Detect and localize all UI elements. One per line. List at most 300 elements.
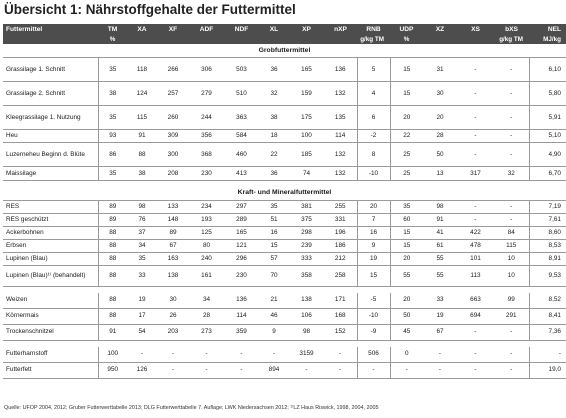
row-label: Erbsen xyxy=(3,239,98,252)
table-cell: -2 xyxy=(357,130,390,143)
page-title: Übersicht 1: Nährstoffgehalte der Futtermittel xyxy=(4,2,296,17)
table-cell: 125 xyxy=(189,226,224,239)
source-note: Quelle: UFOP 2004, 2012; Gruber Futterwerttabelle 2013; DLG Futterwerttabelle 7. Auflage; LWK Niedersachsen 2012; ¹⁾LZ Haus Riswick, 1998, 2004, 2005 xyxy=(4,405,379,411)
table-cell: 89 xyxy=(98,213,127,226)
table-cell: 306 xyxy=(189,58,224,82)
table-cell: 16 xyxy=(357,226,390,239)
table-cell: 113 xyxy=(457,265,494,286)
table-cell: 375 xyxy=(289,213,324,226)
table-cell: 9 xyxy=(259,324,289,340)
table-cell: 30 xyxy=(157,293,189,309)
table-cell: 88 xyxy=(127,143,157,167)
table-cell: 34 xyxy=(127,239,157,252)
table-cell: 98 xyxy=(289,324,324,340)
table-row xyxy=(3,252,566,265)
table-cell: 86 xyxy=(98,143,127,167)
row-label: Futterharnstoff xyxy=(3,347,98,363)
table-cell: 54 xyxy=(127,324,157,340)
table-cell: 88 xyxy=(98,226,127,239)
table-cell: 331 xyxy=(324,213,357,226)
table-cell: 35 xyxy=(259,200,289,213)
header-adf: ADF xyxy=(189,24,224,35)
table-cell: 356 xyxy=(189,130,224,143)
table-cell: 88 xyxy=(98,239,127,252)
table-cell: 74 xyxy=(289,167,324,181)
table-cell: 20 xyxy=(390,293,423,309)
table-row xyxy=(3,58,566,82)
header-row xyxy=(3,24,566,35)
row-label: Ackerbohnen xyxy=(3,226,98,239)
table-cell: 255 xyxy=(324,200,357,213)
table-cell: - xyxy=(259,347,289,363)
row-label: Lupinen (Blau)¹⁾ (behandelt) xyxy=(3,265,98,286)
table-cell: 133 xyxy=(157,200,189,213)
table-cell: 21 xyxy=(259,293,289,309)
table-cell: 168 xyxy=(324,308,357,324)
table-row xyxy=(3,239,566,252)
table-cell: 0 xyxy=(390,347,423,363)
table-cell: 121 xyxy=(224,239,259,252)
table-cell: 260 xyxy=(157,106,189,130)
table-cell: 35 xyxy=(98,58,127,82)
table-cell: 7,36 xyxy=(529,324,566,340)
table-cell: - xyxy=(457,143,494,167)
table-cell: 35 xyxy=(98,106,127,130)
table-cell: - xyxy=(289,362,324,378)
table-cell: 67 xyxy=(157,239,189,252)
table-cell: 7,19 xyxy=(529,200,566,213)
table-cell: 10 xyxy=(494,252,529,265)
table-cell: 89 xyxy=(98,200,127,213)
table-cell: 26 xyxy=(157,308,189,324)
table-cell: 359 xyxy=(224,324,259,340)
table-cell: 19 xyxy=(357,252,390,265)
table-cell: 35 xyxy=(127,252,157,265)
header-futtermittel: Futtermittel xyxy=(3,24,98,35)
row-label: Weizen xyxy=(3,293,98,309)
table-cell: 4 xyxy=(357,82,390,106)
table-cell: 46 xyxy=(259,308,289,324)
table-cell: 67 xyxy=(423,324,457,340)
table-cell: - xyxy=(224,347,259,363)
row-label: Trockenschnitzel xyxy=(3,324,98,340)
table-cell: 34 xyxy=(189,293,224,309)
table-row xyxy=(3,200,566,213)
table-cell: 279 xyxy=(189,82,224,106)
table-cell: 6 xyxy=(357,106,390,130)
table-cell: 88 xyxy=(98,252,127,265)
table-cell: 289 xyxy=(224,213,259,226)
unit-nel: MJ/kg xyxy=(529,35,566,44)
table-cell: - xyxy=(157,347,189,363)
table-cell: 20 xyxy=(390,106,423,130)
table-cell: 89 xyxy=(157,226,189,239)
table-row xyxy=(3,82,566,106)
table-cell: - xyxy=(324,347,357,363)
table-cell: 76 xyxy=(127,213,157,226)
table-cell: 132 xyxy=(324,82,357,106)
table-cell: 106 xyxy=(289,308,324,324)
table-cell: -10 xyxy=(357,308,390,324)
table-cell: - xyxy=(457,58,494,82)
table-cell: 91 xyxy=(127,130,157,143)
table-cell: 333 xyxy=(289,252,324,265)
table-cell: 7 xyxy=(357,213,390,226)
header-xp: XP xyxy=(289,24,324,35)
table-cell: 8 xyxy=(357,143,390,167)
table-cell: 114 xyxy=(324,130,357,143)
table-cell: 363 xyxy=(224,106,259,130)
table-cell: 694 xyxy=(457,308,494,324)
table-cell: 17 xyxy=(127,308,157,324)
table-row xyxy=(3,106,566,130)
table-cell: 8,53 xyxy=(529,239,566,252)
table-cell: 6,70 xyxy=(529,167,566,181)
table-cell: 15 xyxy=(390,82,423,106)
table-cell: 55 xyxy=(390,265,423,286)
table-cell: - xyxy=(494,143,529,167)
table-cell: 8,52 xyxy=(529,293,566,309)
header-xl: XL xyxy=(259,24,289,35)
table-cell: 38 xyxy=(127,167,157,181)
table-cell: 9,53 xyxy=(529,265,566,286)
table-cell: 230 xyxy=(189,167,224,181)
table-cell: 161 xyxy=(189,265,224,286)
table-row xyxy=(3,130,566,143)
table-cell: 208 xyxy=(157,167,189,181)
table-cell: - xyxy=(494,82,529,106)
table-cell: 230 xyxy=(224,265,259,286)
table-cell: 88 xyxy=(98,308,127,324)
table-cell: 101 xyxy=(457,252,494,265)
table-cell: 80 xyxy=(189,239,224,252)
table-cell: 132 xyxy=(324,143,357,167)
section-heading-row xyxy=(3,44,566,58)
table-cell: 296 xyxy=(224,252,259,265)
table-cell: 70 xyxy=(259,265,289,286)
table-cell: - xyxy=(494,58,529,82)
table-row xyxy=(3,143,566,167)
table-cell: 61 xyxy=(423,239,457,252)
table-cell: 413 xyxy=(224,167,259,181)
header-nel: NEL xyxy=(529,24,566,35)
section-heading: Grobfuttermittel xyxy=(3,44,566,58)
header-xs: XS xyxy=(457,24,494,35)
table-cell: 50 xyxy=(423,143,457,167)
table-cell: 19,0 xyxy=(529,362,566,378)
table-cell: 31 xyxy=(423,58,457,82)
table-cell: 15 xyxy=(390,58,423,82)
table-cell: 171 xyxy=(324,293,357,309)
header-xz: XZ xyxy=(423,24,457,35)
table-cell: 16 xyxy=(259,226,289,239)
table-cell: 20 xyxy=(390,252,423,265)
table-cell: 98 xyxy=(423,200,457,213)
table-cell: 300 xyxy=(157,143,189,167)
table-cell: 15 xyxy=(357,265,390,286)
table-cell: 4,90 xyxy=(529,143,566,167)
table-cell: - xyxy=(457,362,494,378)
table-cell: 163 xyxy=(157,252,189,265)
table-cell: 45 xyxy=(390,324,423,340)
table-cell: 115 xyxy=(494,239,529,252)
table-cell: - xyxy=(494,130,529,143)
table-cell: 257 xyxy=(157,82,189,106)
table-row xyxy=(3,324,566,340)
table-cell: - xyxy=(357,362,390,378)
table-cell: 258 xyxy=(324,265,357,286)
table-cell: 8,91 xyxy=(529,252,566,265)
unit-group2: g/kg TM xyxy=(423,35,529,44)
table-cell: 193 xyxy=(189,213,224,226)
table-cell: 152 xyxy=(324,324,357,340)
table-cell: 19 xyxy=(423,308,457,324)
header-rnb: RNB xyxy=(357,24,390,35)
header-udp: UDP xyxy=(390,24,423,35)
table-cell: 422 xyxy=(457,226,494,239)
row-label: Grassilage 1. Schnitt xyxy=(3,58,98,82)
table-cell: 88 xyxy=(98,265,127,286)
row-label: RES geschützt xyxy=(3,213,98,226)
table-cell: 297 xyxy=(224,200,259,213)
table-cell: - xyxy=(494,213,529,226)
table-cell: - xyxy=(423,362,457,378)
table-cell: 175 xyxy=(289,106,324,130)
table-cell: 503 xyxy=(224,58,259,82)
row-label: RES xyxy=(3,200,98,213)
table-cell: 18 xyxy=(259,130,289,143)
table-cell: 291 xyxy=(494,308,529,324)
table-cell: - xyxy=(157,362,189,378)
table-cell: 28 xyxy=(423,130,457,143)
row-label: Luzerneheu Beginn d. Blüte xyxy=(3,143,98,167)
table-cell: - xyxy=(457,200,494,213)
table-cell: 55 xyxy=(423,265,457,286)
table-row xyxy=(3,265,566,286)
table-row xyxy=(3,226,566,239)
table-cell: 25 xyxy=(390,143,423,167)
table-cell: 50 xyxy=(390,308,423,324)
table-cell: 37 xyxy=(127,226,157,239)
table-cell: 35 xyxy=(390,200,423,213)
table-cell: 100 xyxy=(98,347,127,363)
table-cell: - xyxy=(494,200,529,213)
nutrient-table xyxy=(3,24,566,379)
table-cell: - xyxy=(127,347,157,363)
table-cell: 950 xyxy=(98,362,127,378)
table-row xyxy=(3,213,566,226)
unit-tm: % xyxy=(98,35,127,44)
row-label: Grassilage 2. Schnitt xyxy=(3,82,98,106)
table-cell: 84 xyxy=(494,226,529,239)
table-cell: 41 xyxy=(423,226,457,239)
table-cell: 894 xyxy=(259,362,289,378)
table-row xyxy=(3,308,566,324)
table-cell: 135 xyxy=(324,106,357,130)
table-cell: 126 xyxy=(127,362,157,378)
table-cell: 15 xyxy=(259,239,289,252)
table-cell: 510 xyxy=(224,82,259,106)
table-row xyxy=(3,347,566,363)
table-cell: 6,10 xyxy=(529,58,566,82)
unit-row xyxy=(3,35,566,44)
table-cell: 57 xyxy=(259,252,289,265)
table-cell: 136 xyxy=(324,58,357,82)
table-cell: -5 xyxy=(357,293,390,309)
table-cell: - xyxy=(494,362,529,378)
table-cell: 240 xyxy=(189,252,224,265)
table-cell: 239 xyxy=(289,239,324,252)
table-cell: 138 xyxy=(157,265,189,286)
table-cell: 22 xyxy=(259,143,289,167)
table-row xyxy=(3,167,566,181)
table-cell: - xyxy=(324,362,357,378)
table-cell: 55 xyxy=(423,252,457,265)
table-cell: - xyxy=(457,347,494,363)
table-cell: - xyxy=(189,347,224,363)
table-cell: 33 xyxy=(127,265,157,286)
table-cell: 19 xyxy=(127,293,157,309)
table-cell: 266 xyxy=(157,58,189,82)
table-cell: 35 xyxy=(98,167,127,181)
table-cell: 32 xyxy=(259,82,289,106)
table-row xyxy=(3,293,566,309)
table-cell: 20 xyxy=(357,200,390,213)
table-cell: 115 xyxy=(127,106,157,130)
table-cell: -10 xyxy=(357,167,390,181)
table-cell: 185 xyxy=(289,143,324,167)
table-cell: -9 xyxy=(357,324,390,340)
table-cell: 38 xyxy=(259,106,289,130)
table-cell: 317 xyxy=(457,167,494,181)
table-cell: 5,91 xyxy=(529,106,566,130)
table-cell: 358 xyxy=(289,265,324,286)
table-cell: 212 xyxy=(324,252,357,265)
table-cell: 124 xyxy=(127,82,157,106)
table-cell: - xyxy=(457,106,494,130)
table-cell: 22 xyxy=(390,130,423,143)
table-cell: 15 xyxy=(390,239,423,252)
table-cell: 203 xyxy=(157,324,189,340)
table-cell: 186 xyxy=(324,239,357,252)
table-cell: 10 xyxy=(494,265,529,286)
table-cell: 100 xyxy=(289,130,324,143)
table-cell: - xyxy=(457,130,494,143)
row-label: Heu xyxy=(3,130,98,143)
table-cell: 118 xyxy=(127,58,157,82)
table-cell: 138 xyxy=(289,293,324,309)
table-cell: 309 xyxy=(157,130,189,143)
header-tm: TM xyxy=(98,24,127,35)
table-cell: 506 xyxy=(357,347,390,363)
table-cell: - xyxy=(529,347,566,363)
row-label: Maissilage xyxy=(3,167,98,181)
table-cell: - xyxy=(457,213,494,226)
table-cell: - xyxy=(189,362,224,378)
row-label: Kleegrassilage 1. Nutzung xyxy=(3,106,98,130)
table-cell: 273 xyxy=(189,324,224,340)
unit-udp: % xyxy=(390,35,423,44)
header-ndf: NDF xyxy=(224,24,259,35)
row-label: Körnermais xyxy=(3,308,98,324)
table-cell: - xyxy=(494,324,529,340)
table-cell: - xyxy=(457,324,494,340)
table-cell: - xyxy=(494,106,529,130)
table-cell: 38 xyxy=(98,82,127,106)
table-cell: 36 xyxy=(259,167,289,181)
header-xa: XA xyxy=(127,24,157,35)
table-cell: 13 xyxy=(423,167,457,181)
section-heading-row xyxy=(3,187,566,201)
table-cell: - xyxy=(224,362,259,378)
table-cell: 298 xyxy=(289,226,324,239)
table-cell: 368 xyxy=(189,143,224,167)
table-cell: 234 xyxy=(189,200,224,213)
table-cell: 5,80 xyxy=(529,82,566,106)
table-cell: 5 xyxy=(357,58,390,82)
table-cell: 8,60 xyxy=(529,226,566,239)
table-cell: 91 xyxy=(98,324,127,340)
table-cell: - xyxy=(494,347,529,363)
table-cell: 32 xyxy=(494,167,529,181)
table-cell: 98 xyxy=(127,200,157,213)
table-cell: 99 xyxy=(494,293,529,309)
table-cell: 9 xyxy=(357,239,390,252)
table-cell: 88 xyxy=(98,293,127,309)
table-cell: - xyxy=(457,82,494,106)
table-cell: 30 xyxy=(423,82,457,106)
table-cell: 381 xyxy=(289,200,324,213)
table-cell: 60 xyxy=(390,213,423,226)
table-cell: 7,61 xyxy=(529,213,566,226)
table-cell: 159 xyxy=(289,82,324,106)
table-cell: 20 xyxy=(423,106,457,130)
row-label: Lupinen (Blau) xyxy=(3,252,98,265)
table-cell: 584 xyxy=(224,130,259,143)
table-cell: 478 xyxy=(457,239,494,252)
table-cell: 15 xyxy=(390,226,423,239)
table-cell: 148 xyxy=(157,213,189,226)
table-cell: 165 xyxy=(289,58,324,82)
table-cell: 244 xyxy=(189,106,224,130)
table-cell: 5,10 xyxy=(529,130,566,143)
table-cell: 8,41 xyxy=(529,308,566,324)
section-heading: Kraft- und Mineralfuttermittel xyxy=(3,187,566,201)
table-cell: 196 xyxy=(324,226,357,239)
table-cell: 165 xyxy=(224,226,259,239)
table-cell: 91 xyxy=(423,213,457,226)
table-cell: 460 xyxy=(224,143,259,167)
header-xf: XF xyxy=(157,24,189,35)
table-cell: 136 xyxy=(224,293,259,309)
table-row xyxy=(3,362,566,378)
table-cell: 3159 xyxy=(289,347,324,363)
table-cell: 51 xyxy=(259,213,289,226)
table-cell: - xyxy=(423,347,457,363)
table-cell: 25 xyxy=(390,167,423,181)
header-bxs: bXS xyxy=(494,24,529,35)
row-label: Futterfett xyxy=(3,362,98,378)
table-cell: 93 xyxy=(98,130,127,143)
table-cell: 33 xyxy=(423,293,457,309)
table-cell: - xyxy=(390,362,423,378)
unit-group1: g/kg TM xyxy=(127,35,390,44)
table-cell: 28 xyxy=(189,308,224,324)
table-cell: 132 xyxy=(324,167,357,181)
header-nxp: nXP xyxy=(324,24,357,35)
table-cell: 114 xyxy=(224,308,259,324)
table-cell: 36 xyxy=(259,58,289,82)
